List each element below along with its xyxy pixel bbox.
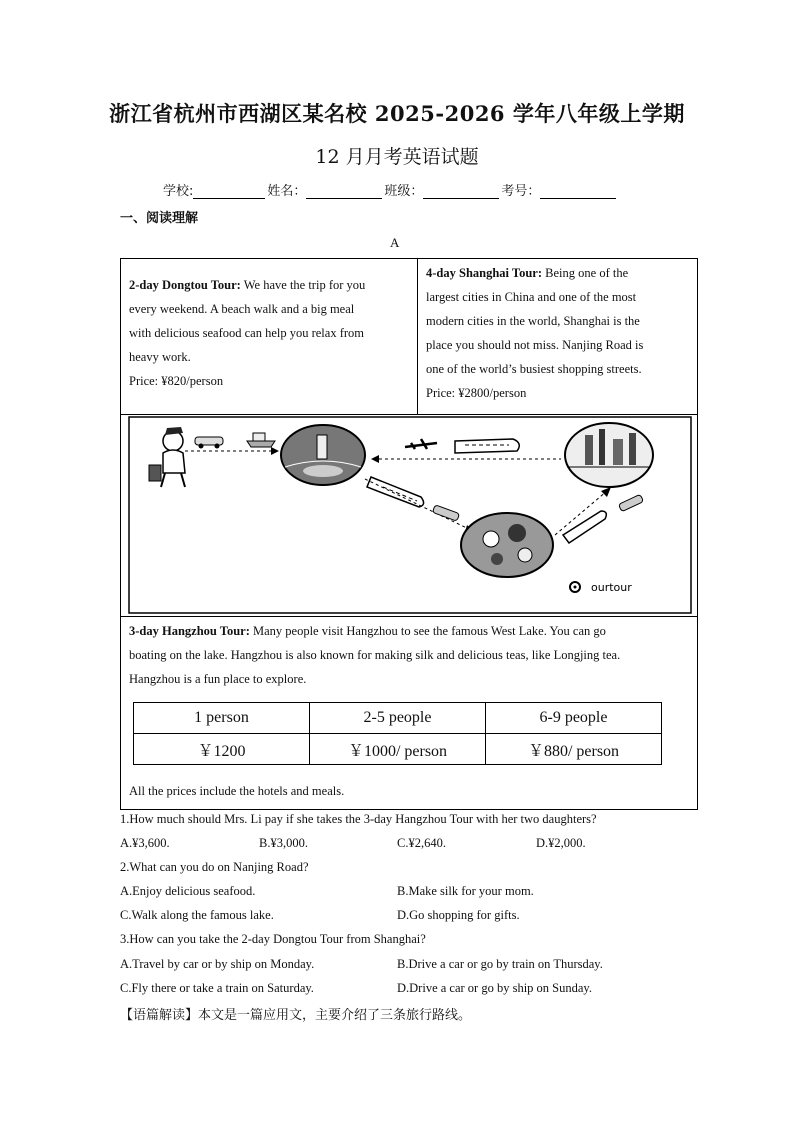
price-note: All the prices include the hotels and meals. <box>129 784 345 798</box>
option-c[interactable]: C.Fly there or take a train on Saturday. <box>120 981 314 995</box>
option-a[interactable]: A.¥3,600. <box>120 836 170 850</box>
dongtou-title: 2-day Dongtou Tour: <box>129 278 241 292</box>
dongtou-text: with delicious seafood can help you relax from <box>129 326 364 340</box>
option-d[interactable]: D.¥2,000. <box>536 836 586 850</box>
option-c[interactable]: C.¥2,640. <box>397 836 446 850</box>
train-icon <box>455 439 519 453</box>
hangzhou-circle <box>461 513 553 577</box>
hangzhou-text: Hangzhou is a fun place to explore. <box>129 672 307 686</box>
shanghai-text: modern cities in the world, Shanghai is the <box>426 314 640 328</box>
option-b[interactable]: B.Make silk for your mom. <box>397 884 534 898</box>
shanghai-text: one of the world’s busiest shopping streets. <box>426 362 642 376</box>
option-c[interactable]: C.Walk along the famous lake. <box>120 908 274 922</box>
table-row <box>134 703 662 734</box>
question-stem: 2.What can you do on Nanjing Road? <box>120 860 309 874</box>
page-subtitle: 12 月月考英语试题 <box>315 146 479 168</box>
passage-label: A <box>390 235 400 250</box>
table-cell: ￥1200 <box>134 734 310 765</box>
school-label: 学校: <box>163 184 194 199</box>
table-header-cell: 6-9 people <box>486 703 662 734</box>
shanghai-price: Price: ¥2800/person <box>426 386 527 400</box>
ship-icon <box>247 433 275 447</box>
route-map <box>121 415 697 615</box>
hangzhou-title: 3-day Hangzhou Tour: <box>129 624 250 638</box>
table-row <box>134 734 662 765</box>
arrow-head <box>601 487 611 497</box>
passage-analysis: 【语篇解读】本文是一篇应用文，主要介绍了三条旅行路线。 <box>120 1008 472 1023</box>
ourtour-logo <box>570 581 632 594</box>
shanghai-text: Being one of the <box>545 266 629 280</box>
divider <box>121 616 697 617</box>
logo-text: ourtour <box>591 581 632 594</box>
hangzhou-text: Many people visit Hangzhou to see the famous West Lake. You can go <box>253 624 606 638</box>
class-label: 班级： <box>384 184 424 199</box>
option-d[interactable]: D.Drive a car or go by ship on Sunday. <box>397 981 592 995</box>
name-blank[interactable] <box>306 184 382 199</box>
dongtou-text: We have the trip for you <box>243 278 366 292</box>
dongtou-circle <box>281 425 365 485</box>
number-label: 考号： <box>501 184 541 199</box>
shanghai-circle <box>565 423 653 487</box>
train-icon <box>367 477 424 507</box>
number-blank[interactable] <box>540 184 616 199</box>
shanghai-tour-cell <box>426 261 694 405</box>
dongtou-price: Price: ¥820/person <box>129 374 224 388</box>
school-blank[interactable] <box>193 184 265 199</box>
option-d[interactable]: D.Go shopping for gifts. <box>397 908 520 922</box>
train-icon <box>563 511 606 543</box>
car-icon <box>195 437 223 449</box>
tour-ad-frame <box>120 258 698 810</box>
car-icon <box>432 505 459 521</box>
shanghai-text: place you should not miss. Nanjing Road is <box>426 338 644 352</box>
shanghai-text: largest cities in China and one of the most <box>426 290 637 304</box>
section-title: 一、阅读理解 <box>120 211 199 226</box>
traveler-icon <box>149 427 185 487</box>
hangzhou-tour-cell <box>129 619 691 691</box>
option-a[interactable]: A.Enjoy delicious seafood. <box>120 884 256 898</box>
price-table <box>133 702 662 765</box>
car-icon <box>618 494 643 511</box>
option-b[interactable]: B.Drive a car or go by train on Thursday. <box>397 957 603 971</box>
page-title: 浙江省杭州市西湖区某名校 2025-2026 学年八年级上学期 <box>109 101 685 126</box>
shanghai-title: 4-day Shanghai Tour: <box>426 266 543 280</box>
option-a[interactable]: A.Travel by car or by ship on Monday. <box>120 957 315 971</box>
plane-icon <box>405 439 437 449</box>
class-blank[interactable] <box>423 184 499 199</box>
dongtou-tour-cell <box>129 273 411 393</box>
dongtou-text: every weekend. A beach walk and a big meal <box>129 302 355 316</box>
student-info <box>163 180 618 199</box>
dongtou-text: heavy work. <box>129 350 191 364</box>
option-b[interactable]: B.¥3,000. <box>259 836 308 850</box>
name-label: 姓名： <box>267 184 307 199</box>
question-stem: 1.How much should Mrs. Li pay if she takes the 3-day Hangzhou Tour with her two daughters? <box>120 812 597 826</box>
hangzhou-text: boating on the lake. Hangzhou is also known for making silk and delicious teas, like Longjing tea. <box>129 648 621 662</box>
divider <box>417 259 418 414</box>
table-header-cell: 2-5 people <box>310 703 486 734</box>
table-header-cell: 1 person <box>134 703 310 734</box>
table-cell: ￥880/ person <box>486 734 662 765</box>
question-stem: 3.How can you take the 2-day Dongtou Tour from Shanghai? <box>120 932 426 946</box>
arrow-head <box>271 447 279 455</box>
arrow-head <box>371 455 379 463</box>
table-cell: ￥1000/ person <box>310 734 486 765</box>
